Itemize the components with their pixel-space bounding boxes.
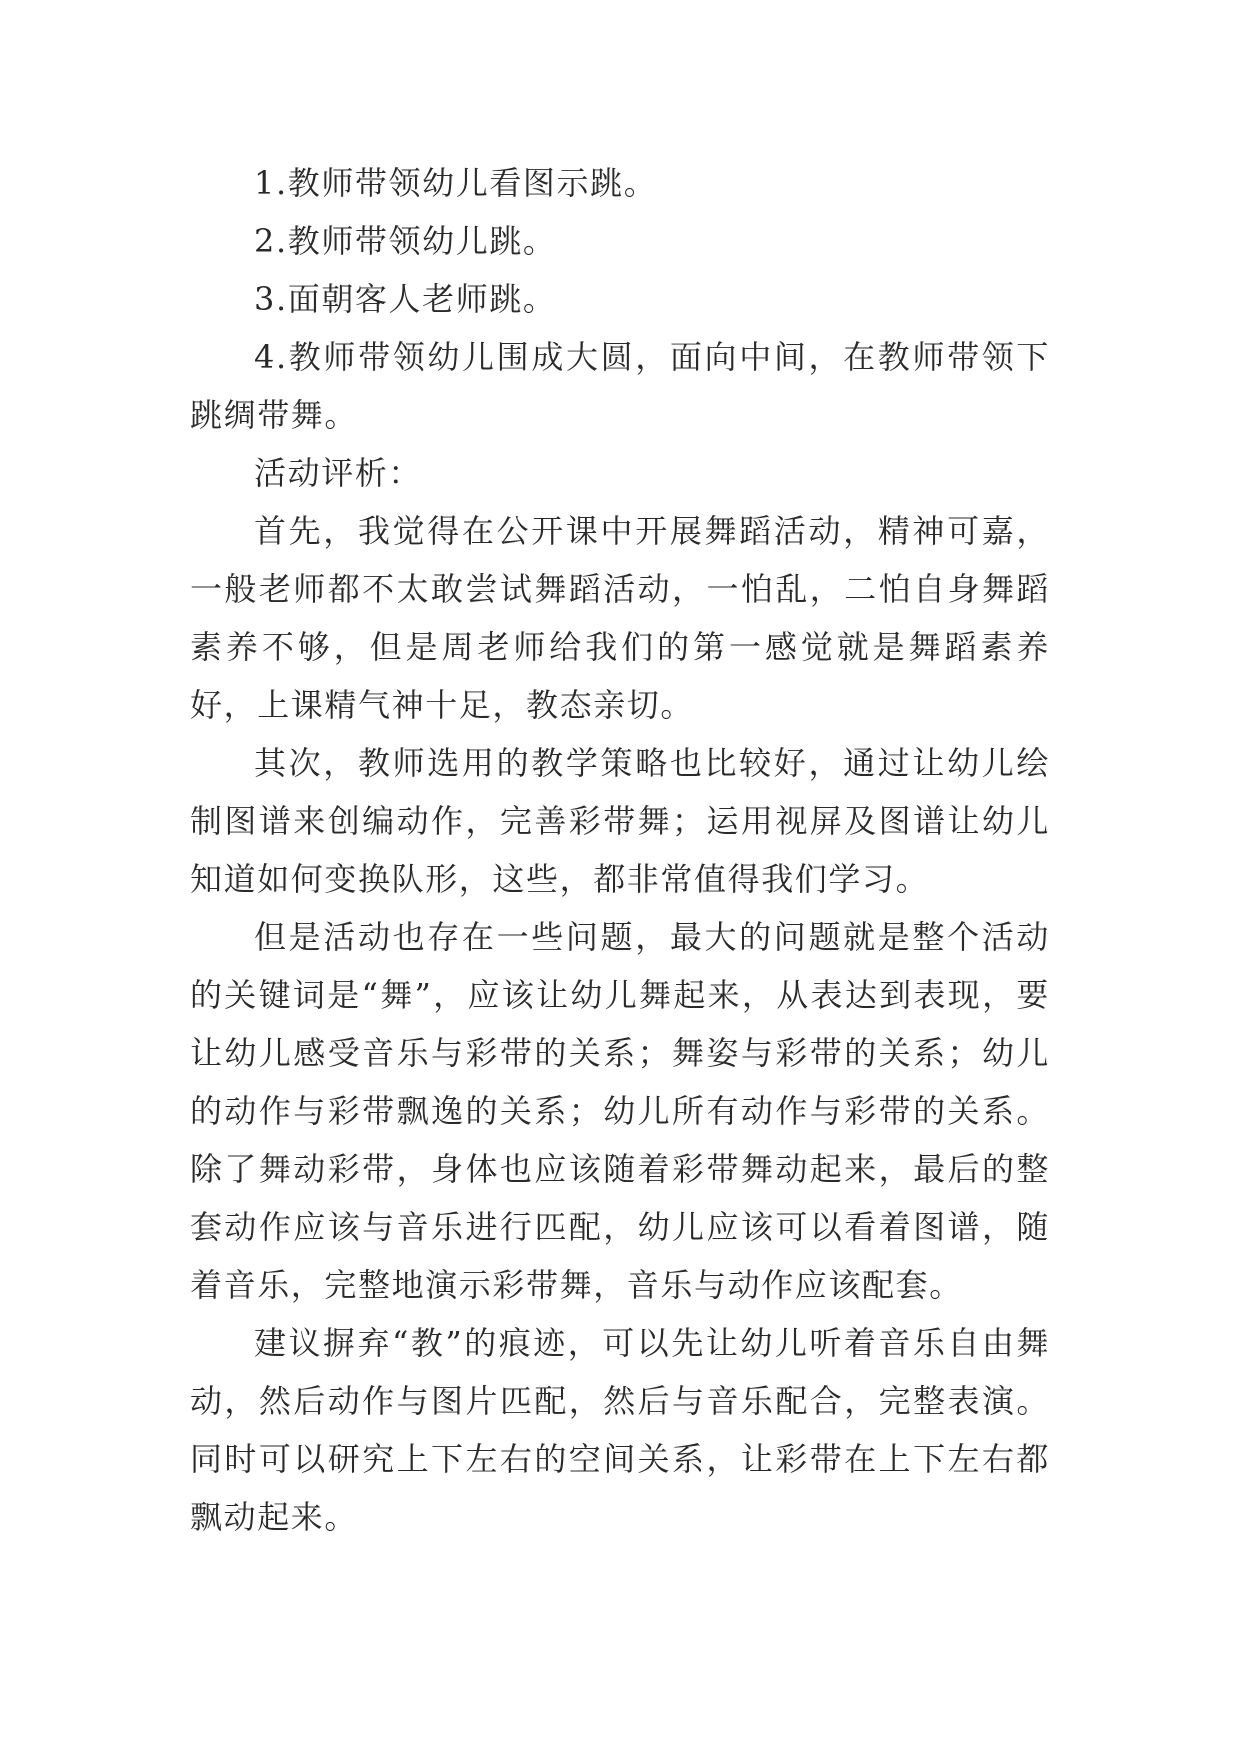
step-1-paragraph: 1.教师带领幼儿看图示跳。 bbox=[254, 164, 658, 202]
step-4-paragraph: 4.教师带领幼儿围成大圆，面向中间，在教师带领下跳绸带舞。 bbox=[190, 338, 1050, 434]
analysis-heading: 活动评析： bbox=[254, 454, 423, 492]
step-3-paragraph: 3.面朝客人老师跳。 bbox=[254, 280, 557, 318]
analysis-problems-paragraph: 但是活动也存在一些问题，最大的问题就是整个活动的关键词是“舞”，应该让幼儿舞起来，从表达到表现，要让幼儿感受音乐与彩带的关系；舞姿与彩带的关系；幼儿的动作与彩带飘逸的关系；幼儿所有动作与彩带的关系。除了舞动彩带，身体也应该随着彩带舞动起来，最后的整套动作应该与音乐进行匹配，幼儿应该可以看着图谱，随着音乐，完整地演示彩带舞，音乐与动作应该配套。 bbox=[190, 918, 1050, 1304]
step-2-paragraph: 2.教师带领幼儿跳。 bbox=[254, 222, 557, 260]
analysis-second-paragraph: 其次，教师选用的教学策略也比较好，通过让幼儿绘制图谱来创编动作，完善彩带舞；运用视屏及图谱让幼儿知道如何变换队形，这些，都非常值得我们学习。 bbox=[190, 744, 1050, 898]
analysis-suggestion-paragraph: 建议摒弃“教”的痕迹，可以先让幼儿听着音乐自由舞动，然后动作与图片匹配，然后与音乐配合，完整表演。同时可以研究上下左右的空间关系，让彩带在上下左右都飘动起来。 bbox=[190, 1324, 1050, 1536]
analysis-first-paragraph: 首先，我觉得在公开课中开展舞蹈活动，精神可嘉，一般老师都不太敢尝试舞蹈活动，一怕乱，二怕自身舞蹈素养不够，但是周老师给我们的第一感觉就是舞蹈素养好，上课精气神十足，教态亲切。 bbox=[190, 512, 1050, 724]
document-body bbox=[190, 154, 1050, 1546]
